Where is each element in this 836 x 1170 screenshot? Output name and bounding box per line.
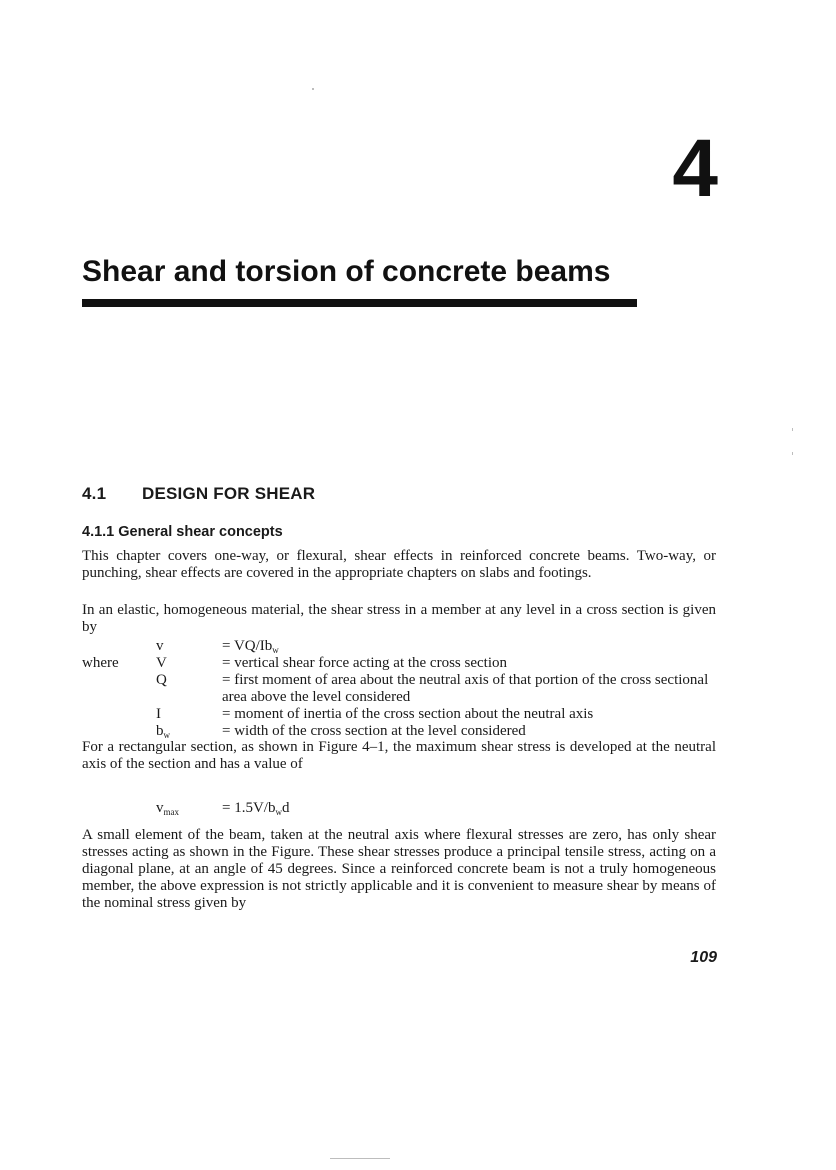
section-heading bbox=[82, 483, 315, 505]
definitions-block bbox=[82, 638, 722, 740]
definition-text: = width of the cross section at the level considered bbox=[222, 723, 526, 739]
definition-row bbox=[82, 706, 722, 723]
definition-row bbox=[82, 672, 722, 706]
equation-symbol: v bbox=[156, 638, 164, 654]
equation-row bbox=[82, 638, 722, 655]
paragraph-element: A small element of the beam, taken at the neutral axis where flexural stresses are zero, has only shear stresses acting as shown in the Figure. These shear stresses produce a principal tensile stress, acting on a diagonal plane, at an angle of 45 degrees. Since a reinforced concrete beam is not a truly homogeneous member, the above expression is not strictly applicable and it is convenient to measure shear by means of the nominal stress given by bbox=[82, 827, 716, 911]
page-number: 109 bbox=[690, 949, 717, 966]
chapter-title: Shear and torsion of concrete beams bbox=[82, 255, 611, 288]
where-label: where bbox=[82, 655, 119, 671]
section-title: DESIGN FOR SHEAR bbox=[142, 484, 316, 503]
scan-speck bbox=[312, 88, 314, 90]
definition-text: = vertical shear force acting at the cross section bbox=[222, 655, 507, 671]
definition-text: = first moment of area about the neutral axis of that portion of the cross sectional area above the level considered bbox=[222, 672, 709, 705]
vmax-rhs: = $1.5V/b_wd$ bbox=[222, 800, 290, 817]
definition-symbol: $b_w$ bbox=[156, 723, 170, 740]
vmax-symbol: $v_{max}$ bbox=[156, 800, 179, 817]
definition-symbol: Q bbox=[156, 672, 167, 688]
title-rule bbox=[82, 299, 637, 307]
chapter-number: 4 bbox=[672, 123, 718, 214]
scan-speck bbox=[792, 428, 793, 431]
equation-rhs: = $VQ/Ib_w$ bbox=[222, 638, 279, 655]
definition-symbol: I bbox=[156, 706, 161, 722]
paragraph-elastic: In an elastic, homogeneous material, the shear stress in a member at any level in a cross section is given by bbox=[82, 602, 716, 635]
definition-row bbox=[82, 655, 722, 672]
definition-symbol: V bbox=[156, 655, 167, 671]
paragraph-rectangular: For a rectangular section, as shown in Figure 4–1, the maximum shear stress is developed at the neutral axis of the section and has a value of bbox=[82, 739, 716, 772]
scan-speck bbox=[330, 1158, 390, 1159]
definition-text: = moment of inertia of the cross section about the neutral axis bbox=[222, 706, 594, 722]
subsection-heading: 4.1.1 General shear concepts bbox=[82, 524, 283, 540]
scan-speck bbox=[792, 452, 793, 455]
paragraph-intro: This chapter covers one-way, or flexural, shear effects in reinforced concrete beams. Two-way, or punching, shear effects are covered in the appropriate chapters on slabs and footings. bbox=[82, 548, 716, 581]
section-number: 4.1 bbox=[82, 484, 107, 503]
definition-row bbox=[82, 723, 722, 740]
